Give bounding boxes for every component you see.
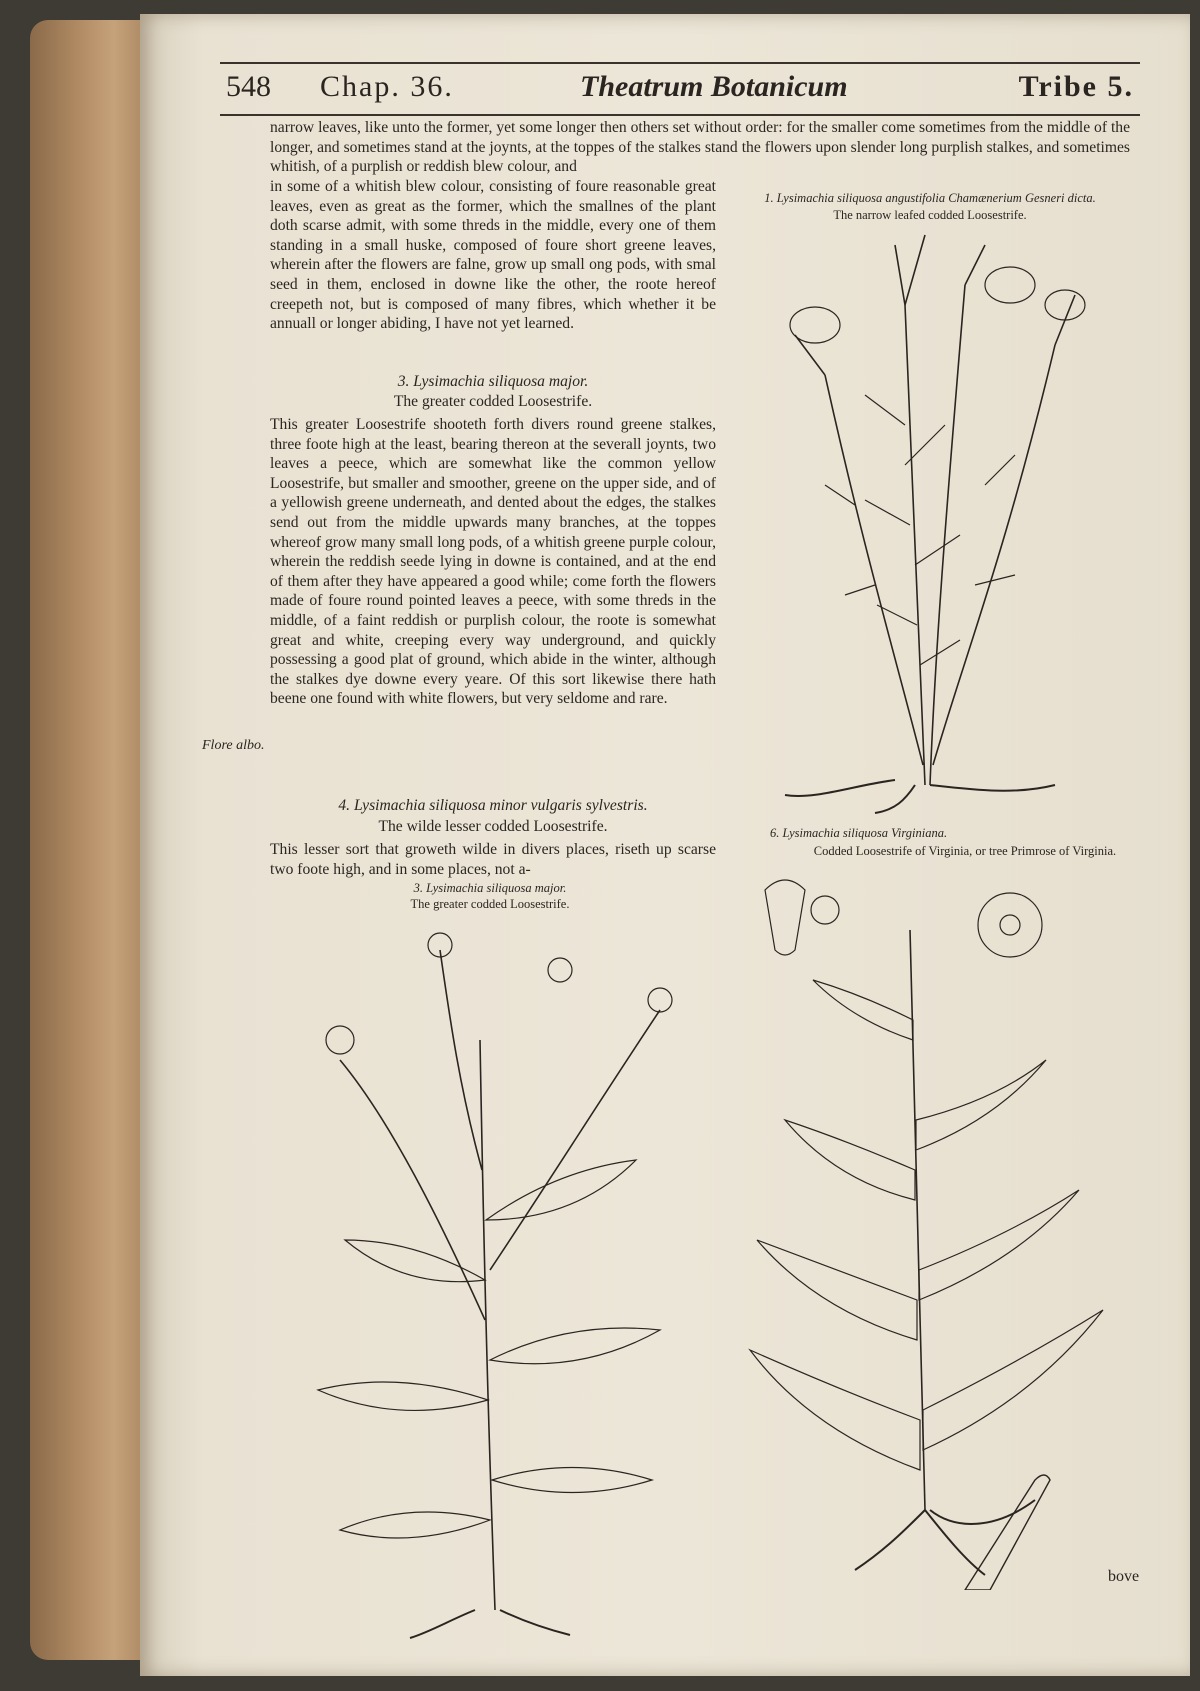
woodcut-greater-codded-loosestrife (300, 920, 700, 1640)
book-page-edges (30, 20, 150, 1660)
opening-column: in some of a whitish blew colour, consisting of foure reasonable great leaves, even as great as the former, which the smallnes of the plant doth scarse admit, with some threds in the middle, every one of them standing in a small huske, composed of foure short greene leaves, wherein after the flowers are falne, grow up small ong pods, with smal seed in them, enclosed in downe like the other, the roote hereof creepeth not, but is composed of many fibres, which whether it be annuall or longer abiding, I have not yet learned. (270, 178, 716, 333)
running-header (220, 62, 1140, 116)
section4-heading-latin: 4. Lysimachia siliquosa minor vulgaris sylvestris. (338, 797, 648, 814)
section4-heading-english: The wilde lesser codded Loosestrife. (378, 818, 608, 835)
opening-lines: narrow leaves, like unto the former, yet some longer then others set without order: for the smaller come sometimes from the middle of the longer, and sometimes stand at the joynts, at the toppes of the stalkes stand the flowers upon slender long purplish stalkes, and sometimes whitish, of a purplish or reddish blew colour, and (270, 119, 1130, 176)
fig6-caption-latin: 6. Lysimachia siliquosa Virginiana. (770, 826, 948, 840)
fig6-caption-english: Codded Loosestrife of Virginia, or tree Primrose of Virginia. (813, 844, 1117, 858)
margin-note-flore-albo: Flore albo. (202, 738, 265, 753)
fig1-caption-latin: 1. Lysimachia siliquosa angustifolia Chamænerium Gesneri dicta. (764, 191, 1096, 205)
section3-heading-latin: 3. Lysimachia siliquosa major. (397, 373, 589, 390)
woodcut-virginian-codded-loosestrife (735, 870, 1125, 1590)
section3-body: This greater Loosestrife shooteth forth divers round greene stalkes, three foote high at the least, bearing thereon at the severall joynts, two leaves a peece, which are somewhat like the common yellow Loosestrife, but smaller and smoother, greene on the upper side, and of a yellowish greene underneath, and dented about the edges, the stalkes send out from the middle upwards many branches, at the toppes whereof grow many small long pods, of a whitish greene purple colour, wherein the reddish seede lying in downe is contained, and at the end of them after they have appeared a good while; come forth the flowers made of foure round pointed leaves a peece, with some threds in the middle, of a faint reddish or purplish colour, the roote is somewhat great and white, creeping every way underground, and quickly possessing a good plat of ground, which abide in the winter, although the stalkes dye downe every yeare. Of this sort likewise there hath beene one found with white flowers, but very seldome and rare. (270, 416, 716, 708)
section4-body: This lesser sort that groweth wilde in divers places, riseth up scarse two foote high, and in some places, not a- (270, 841, 716, 878)
woodcut-narrow-leafed-loosestrife (755, 225, 1095, 815)
fig3-caption-english: The greater codded Loosestrife. (410, 897, 570, 911)
page-number: 548 (226, 70, 271, 103)
fig1-caption-english: The narrow leafed codded Loosestrife. (833, 208, 1027, 222)
book-title: Theatrum Botanicum (580, 70, 848, 103)
fig3-caption-latin: 3. Lysimachia siliquosa major. (413, 881, 567, 895)
chapter-label: Chap. 36. (320, 70, 454, 103)
tribe-label: Tribe 5. (1018, 70, 1134, 103)
section3-heading-english: The greater codded Loosestrife. (393, 393, 593, 410)
catchword: bove (1108, 1568, 1140, 1585)
